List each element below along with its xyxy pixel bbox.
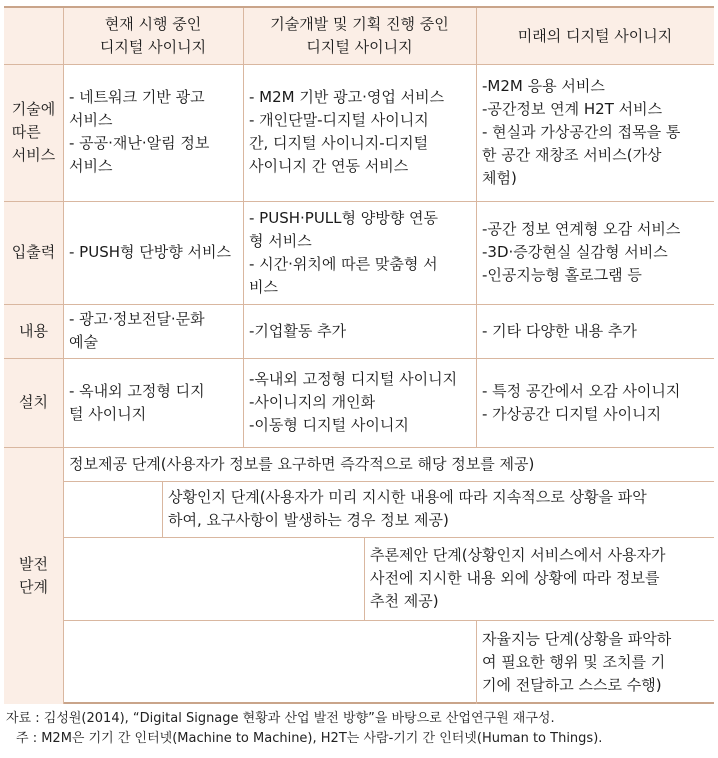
divider (4, 201, 714, 202)
service-dev-text: - M2M 기반 광고·영업 서비스 - 개인단말-디지털 사이니지 간, 디지털 사이니지-디지털 사이니지 간 연동 서비스 (249, 88, 445, 175)
divider (63, 8, 64, 704)
install-dev-text: -옥내외 고정형 디지털 사이니지 -사이니지의 개인화 -이동형 디지털 사이니지 (249, 370, 458, 434)
install-current-text: - 옥내외 고정형 디지 털 사이니지 (69, 381, 205, 423)
service-future-text: -M2M 응용 서비스 -공간정보 연계 H2T 서비스 - 현실과 가상공간의 접목을 통 한 공간 재창조 서비스(가상 체험) (482, 77, 681, 187)
divider (4, 304, 714, 305)
divider (4, 64, 714, 65)
content-current-cell (63, 304, 243, 358)
service-current-cell (63, 64, 243, 201)
stage-inference-text: 추론제안 단계(상황인지 서비스에서 사용자가 사전에 지시한 내용 외에 상황에 따라 정보를 추천 제공) (370, 546, 666, 610)
content-dev-cell (243, 304, 476, 358)
row-label-io: 입출력 (4, 201, 63, 304)
divider (162, 481, 163, 537)
header-future: 미래의 디지털 사이니지 (476, 8, 714, 64)
footnote: 주 : M2M은 기기 간 인터넷(Machine to Machine), H2T는 사람-기기 간 인터넷(Human to Things). (16, 731, 603, 746)
row-label-service: 기술에 따른 서비스 (4, 64, 63, 201)
io-current-text: - PUSH형 단방향 서비스 (69, 243, 231, 261)
divider (364, 537, 365, 620)
stage-info-provision (63, 447, 714, 481)
stage-context-aware (162, 481, 714, 537)
content-dev-text: -기업활동 추가 (249, 321, 347, 340)
row-label-install: 설치 (4, 358, 63, 447)
io-dev-text: - PUSH·PULL형 양방향 연동 형 서비스 - 시간·위치에 따른 맞춤형 서 비스 (249, 208, 438, 296)
divider (243, 8, 244, 447)
content-future-cell (476, 304, 714, 358)
service-dev-cell (243, 64, 476, 201)
io-current-cell (63, 201, 243, 304)
stage-context-aware-text: 상황인지 단계(사용자가 미리 지시한 내용에 따라 지속적으로 상황을 파악 하여, 요구사항이 발생하는 경우 정보 제공) (168, 488, 647, 529)
divider (4, 358, 714, 359)
row-label-content: 내용 (4, 304, 63, 358)
io-dev-cell (243, 201, 476, 304)
header-in-development: 기술개발 및 기획 진행 중인 디지털 사이니지 (243, 8, 476, 64)
stage-autonomous-text: 자율지능 단계(상황을 파악하 여 필요한 행위 및 조치를 기 기에 전달하고 스스로 수행) (482, 629, 672, 694)
install-future-text: - 특정 공간에서 오감 사이니지 - 가상공간 디지털 사이니지 (482, 381, 681, 423)
stage-inference (364, 537, 714, 620)
content-future-text: - 기타 다양한 내용 추가 (482, 321, 637, 340)
io-future-text: -공간 정보 연계형 오감 서비스 -3D·증강현실 실감형 서비스 -인공지능형 홀로그램 등 (482, 220, 681, 284)
divider (63, 537, 714, 538)
source-note: 자료 : 김성원(2014), “Digital Signage 현황과 산업 발전 방향”을 바탕으로 산업연구원 재구성. (6, 711, 555, 726)
divider (4, 447, 714, 448)
install-current-cell (63, 358, 243, 447)
content-current-text: - 광고·정보전달·문화 예술 (69, 310, 205, 351)
install-future-cell (476, 358, 714, 447)
divider (63, 481, 714, 482)
divider (476, 8, 477, 447)
install-dev-cell (243, 358, 476, 447)
signage-comparison-table (4, 6, 714, 704)
service-future-cell (476, 64, 714, 201)
header-corner (4, 8, 63, 64)
divider (63, 620, 714, 621)
stage-info-provision-text: 정보제공 단계(사용자가 정보를 요구하면 즉각적으로 해당 정보를 제공) (69, 454, 535, 473)
stage-autonomous (476, 620, 714, 704)
row-label-stage: 발전 단계 (4, 447, 63, 704)
header-current: 현재 시행 중인 디지털 사이니지 (63, 8, 243, 64)
io-future-cell (476, 201, 714, 304)
divider (476, 620, 477, 704)
service-current-text: - 네트워크 기반 광고 서비스 - 공공·재난·알림 정보 서비스 (69, 88, 210, 175)
